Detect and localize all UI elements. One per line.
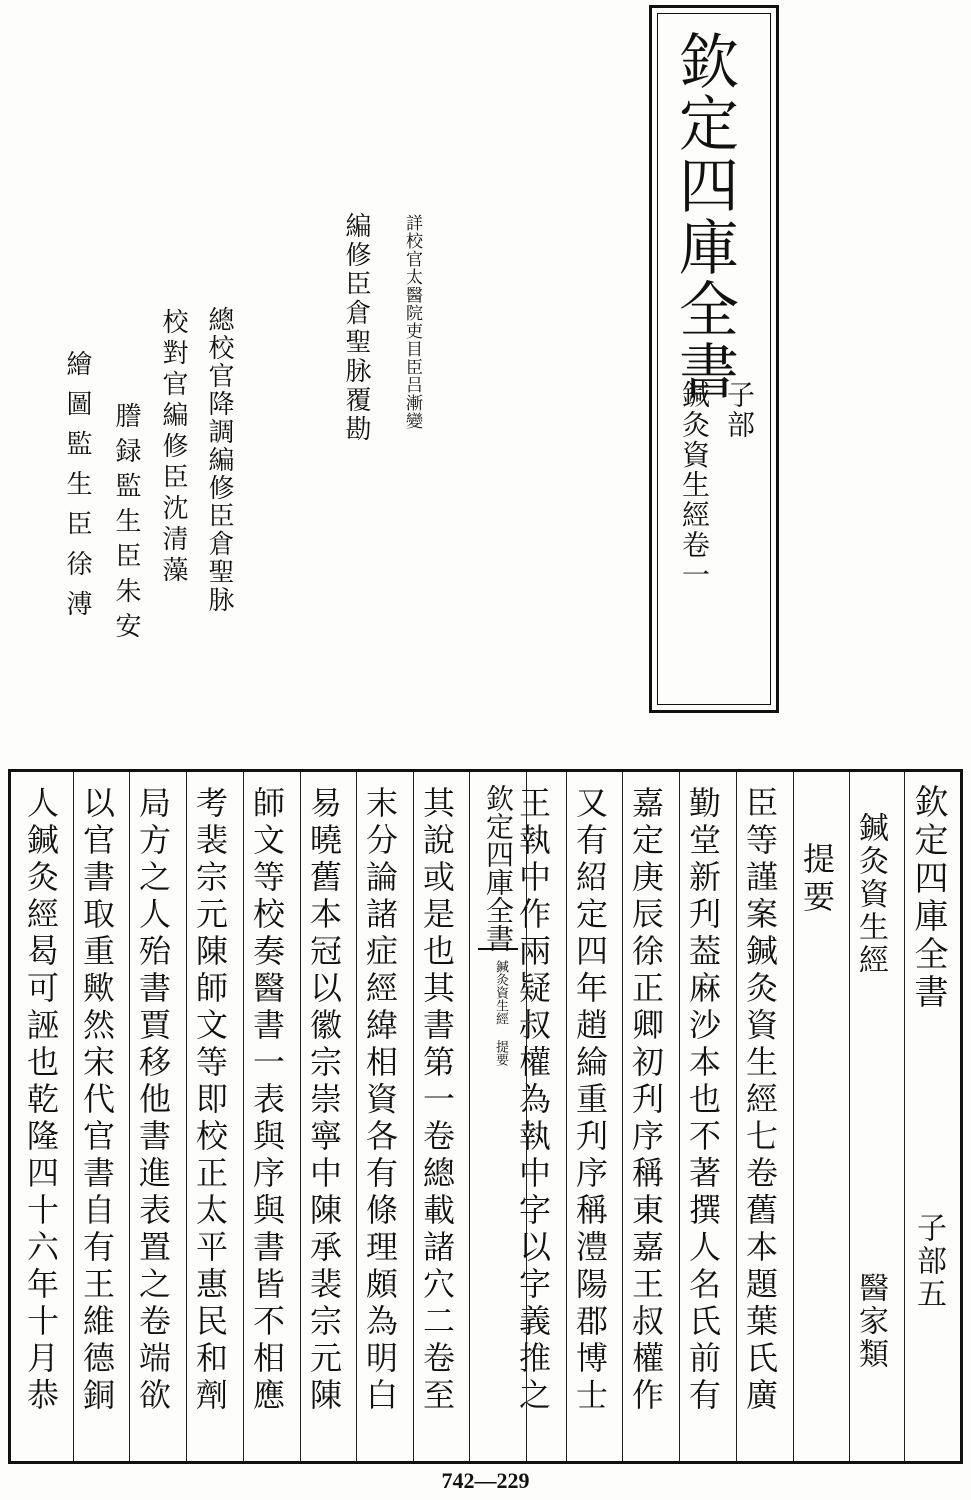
text-column: 嘉定庚辰徐正卿初刋序稱東嘉王叔權作 bbox=[627, 786, 665, 1415]
column-rule bbox=[904, 772, 905, 1461]
banxin-subtitle: 鍼灸資生經 提要 bbox=[493, 960, 508, 1066]
column-rule bbox=[243, 772, 244, 1461]
fish-tail-mark bbox=[478, 948, 518, 950]
text-column: 局方之人殆書賈移他書進表置之卷端欲 bbox=[134, 786, 172, 1415]
credit-chief-proofreader: 總校官降調編修臣倉聖脉 bbox=[204, 306, 234, 614]
banxin-column bbox=[469, 772, 527, 1461]
column-rule bbox=[413, 772, 414, 1461]
text-column: 考裴宗元陳師文等即校正太平惠民和劑 bbox=[191, 786, 229, 1415]
book-title: 鍼灸資生經 bbox=[853, 812, 888, 977]
column-rule bbox=[736, 772, 737, 1461]
book-category: 醫家類 bbox=[853, 1272, 888, 1371]
credit-detail-proofreader: 詳校官太醫院吏目臣吕漸變 bbox=[402, 214, 422, 430]
cover-title-label bbox=[649, 5, 779, 713]
column-rule bbox=[622, 772, 623, 1461]
column-rule bbox=[129, 772, 130, 1461]
text-column: 王執中作兩疑叔權為執中字以字義推之 bbox=[514, 786, 552, 1415]
column-rule bbox=[793, 772, 794, 1461]
page-section: 子部五 bbox=[911, 1212, 946, 1311]
cover-title: 欽定四庫全書 bbox=[669, 30, 739, 402]
credit-illustrator: 繪圖監生臣徐溥 bbox=[62, 350, 92, 630]
credit-compiler: 編修臣倉聖脉覆勘 bbox=[341, 212, 371, 444]
column-rule bbox=[566, 772, 567, 1461]
text-column: 以官書取重歟然宋代官書自有王維德銅 bbox=[78, 786, 116, 1415]
text-column: 勤堂新刋葢麻沙本也不著撰人名氏前有 bbox=[684, 786, 722, 1415]
column-rule bbox=[679, 772, 680, 1461]
text-column: 人鍼灸經曷可誣也乾隆四十六年十月恭 bbox=[22, 786, 60, 1415]
cover-section: 子部 bbox=[723, 380, 756, 440]
column-rule bbox=[300, 772, 301, 1461]
text-column: 易曉舊本冠以徽宗崇寧中陳承裴宗元陳 bbox=[305, 786, 343, 1415]
text-column: 師文等校奏醫書一表與序與書皆不相應 bbox=[248, 786, 286, 1415]
column-rule bbox=[73, 772, 74, 1461]
page-number: 742—229 bbox=[441, 1468, 530, 1493]
text-column: 末分論諸症經緯相資各有條理頗為明白 bbox=[361, 786, 399, 1415]
text-page-frame bbox=[8, 769, 963, 1464]
text-column: 其說或是也其書第一卷總載諸穴二卷至 bbox=[418, 786, 456, 1415]
column-rule bbox=[849, 772, 850, 1461]
column-rule bbox=[356, 772, 357, 1461]
column-rule bbox=[186, 772, 187, 1461]
page-title: 欽定四庫全書 bbox=[908, 784, 948, 1012]
cover-volume: 鍼灸資生經卷一 bbox=[678, 380, 711, 590]
text-column: 臣等謹案鍼灸資生經七卷舊本題葉氏廣 bbox=[741, 786, 779, 1415]
credit-copyist: 謄録監生臣朱安 bbox=[111, 402, 141, 647]
text-column: 又有紹定四年趙綸重刋序稱澧陽郡博士 bbox=[571, 786, 609, 1415]
banxin-title: 欽定四庫全書 bbox=[482, 784, 515, 952]
tiyao-heading: 提要 bbox=[798, 842, 836, 918]
credit-proofreader: 校對官編修臣沈清藻 bbox=[158, 308, 188, 587]
